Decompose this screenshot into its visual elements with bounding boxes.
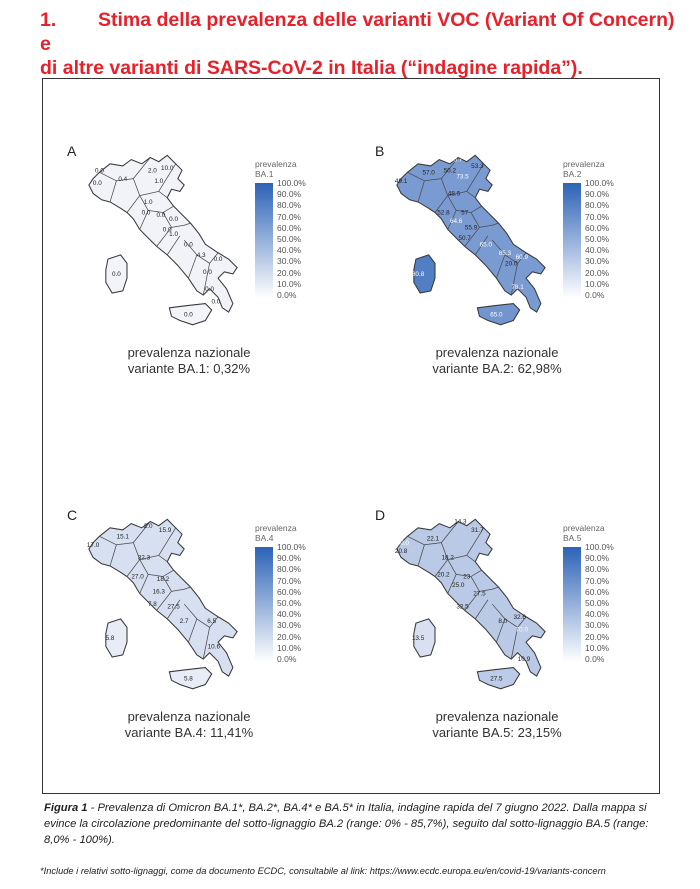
panel-letter: A xyxy=(67,143,77,159)
region-value-label: 0.0 xyxy=(203,268,212,276)
region-value-label: 0.0 xyxy=(141,209,151,217)
legend-title-line-1: prevalenza xyxy=(255,523,297,533)
region-value-label: 22.1 xyxy=(426,535,440,543)
national-prevalence-line-2: variante BA.2: 62,98% xyxy=(432,361,562,376)
region-value-label: 14.3 xyxy=(454,518,467,526)
region-value-label: 0.0 xyxy=(169,216,179,223)
map-panel-b xyxy=(373,143,673,387)
region-value-label: 80.8 xyxy=(411,271,425,279)
legend-title xyxy=(563,159,605,179)
legend-title-line-1: prevalenza xyxy=(563,523,605,533)
italy-map xyxy=(73,149,253,329)
legend-tick-label: 100.0% xyxy=(585,178,614,188)
legend-title xyxy=(255,523,297,543)
legend-tick-label: 20.0% xyxy=(277,267,302,278)
region-value-label: 25.0 xyxy=(452,582,465,590)
italy-map xyxy=(73,513,253,693)
national-prevalence-line-2: variante BA.1: 0,32% xyxy=(127,361,251,376)
legend-color-bar xyxy=(255,547,273,662)
region-value-label: 50.7 xyxy=(458,235,471,243)
legend-tick-label: 10.0% xyxy=(585,642,610,653)
italy-map xyxy=(381,149,561,329)
region-value-label: 7.8 xyxy=(147,601,157,609)
region-value-label: 0.0 xyxy=(183,311,193,319)
legend-title-line-1: prevalenza xyxy=(255,159,297,169)
panel-letter: C xyxy=(67,507,78,523)
region-value-label: 2.0 xyxy=(143,522,153,530)
legend-title xyxy=(563,523,605,543)
legend-color-bar xyxy=(563,547,581,662)
section-title xyxy=(40,8,680,80)
caption-text: - Prevalenza di Omicron BA.1*, BA.2*, BA.4* e BA.5* in Italia, indagine rapida del 7 giugno 2022. Dalla mappa si evince la circolazione predominante del sotto-lignaggio BA.2 (range: 0% - 85,7%), seguito dal sotto-lignaggio BA.5 (range: 8,0% - 100%). xyxy=(44,802,649,846)
national-prevalence xyxy=(99,345,279,377)
legend-tick-label: 80.0% xyxy=(277,200,302,211)
legend-tick-label: 30.0% xyxy=(277,620,302,631)
legend-title xyxy=(255,159,297,179)
legend-tick-label: 70.0% xyxy=(277,211,302,222)
legend-tick-label: 30.0% xyxy=(585,256,610,267)
region-value-label: 0.0 xyxy=(92,180,102,187)
legend-tick-label: 0.0% xyxy=(277,654,297,664)
footnote: *Include i relativi sotto-lignaggi, come da documento ECDC, consultabile al link: https://www.ecdc.europa.eu/en/covid-19/variants-concern xyxy=(40,866,606,876)
panel-letter: D xyxy=(375,507,386,523)
region-value-label: 20.2 xyxy=(437,571,450,579)
region-value-label: 16.3 xyxy=(152,588,165,596)
region-value-label: 1.0 xyxy=(143,199,153,207)
legend-color-bar xyxy=(255,183,273,298)
legend-title-line-2: BA.4 xyxy=(255,533,274,543)
legend-tick-label: 30.0% xyxy=(277,256,302,267)
caption-label: Figura 1 xyxy=(44,802,88,814)
national-prevalence-line-1: prevalenza nazionale xyxy=(435,345,559,360)
legend-tick-label: 100.0% xyxy=(277,178,306,188)
region-value-label: 0.0 xyxy=(95,167,104,175)
figure-frame xyxy=(42,78,660,794)
region-value-label: 5.8 xyxy=(105,635,115,643)
region-value-label: 52.8 xyxy=(437,209,450,217)
region-value-label: 57.0 xyxy=(422,169,435,177)
section-title-line-1: Stima della prevalenza delle varianti VOC (Variant Of Concern) e xyxy=(40,9,675,55)
region-value-label: 85.7 xyxy=(449,156,463,164)
legend-tick-label: 50.0% xyxy=(277,598,302,608)
legend-color-bar xyxy=(563,183,581,298)
region-value-label: 10.0 xyxy=(161,165,174,173)
legend-tick-label: 40.0% xyxy=(585,245,610,256)
region-value-label: 10.6 xyxy=(207,643,221,651)
region-value-label: 27.5 xyxy=(490,675,503,683)
region-value-label: 2.0 xyxy=(147,167,157,175)
legend-tick-label: 90.0% xyxy=(585,553,610,564)
legend-tick-label: 90.0% xyxy=(585,189,610,200)
region-value-label: 0.0 xyxy=(183,241,193,249)
region-value-label: 15.1 xyxy=(116,533,129,541)
legend-tick-label: 80.0% xyxy=(585,200,610,211)
region-value-label: 8.0 xyxy=(498,618,508,626)
legend-tick-label: 10.0% xyxy=(277,278,302,289)
region-value-label: 18.2 xyxy=(441,554,454,562)
legend-tick-label: 80.0% xyxy=(585,564,610,575)
region-value-label: 1.0 xyxy=(154,177,164,185)
region-value-label: 60.9 xyxy=(515,254,529,262)
national-prevalence-line-2: variante BA.5: 23,15% xyxy=(432,725,562,740)
legend-tick-label: 60.0% xyxy=(585,222,610,233)
section-number: 1. xyxy=(40,9,57,31)
legend-tick-label: 50.0% xyxy=(585,234,610,244)
region-value-label: 4.3 xyxy=(196,252,206,259)
legend-tick-label: 60.0% xyxy=(277,222,302,233)
region-value-label: 70.0 xyxy=(515,626,529,634)
region-value-label: 13.5 xyxy=(411,635,425,643)
region-value-label: 65.0 xyxy=(490,311,503,319)
legend-tick-label: 90.0% xyxy=(277,189,302,200)
legend-tick-label: 10.0% xyxy=(277,642,302,653)
national-prevalence xyxy=(407,345,587,377)
legend-tick-label: 70.0% xyxy=(585,211,610,222)
legend-tick-label: 30.0% xyxy=(585,620,610,631)
legend-tick-label: 0.0% xyxy=(585,290,605,300)
legend-tick-label: 50.0% xyxy=(585,598,610,608)
region-value-label: 53.3 xyxy=(471,163,484,171)
national-prevalence-line-1: prevalenza nazionale xyxy=(127,709,251,724)
legend-tick-label: 40.0% xyxy=(585,609,610,620)
map-panel-c xyxy=(65,507,365,751)
legend-tick-label: 40.0% xyxy=(277,609,302,620)
legend-tick-label: 80.0% xyxy=(277,564,302,575)
region-value-label: 73.5 xyxy=(456,173,469,181)
region-value-label: 10.9 xyxy=(517,656,531,664)
region-value-label: 6.5 xyxy=(207,618,217,626)
national-prevalence xyxy=(407,709,587,741)
region-value-label: 78.1 xyxy=(511,283,524,291)
legend-tick-label: 20.0% xyxy=(585,631,610,642)
region-value-label: 32.5 xyxy=(456,603,469,611)
legend-tick-label: 40.0% xyxy=(277,245,302,256)
map-panel-a xyxy=(65,143,365,387)
region-value-label: 20.8 xyxy=(394,548,408,556)
panel-letter: B xyxy=(375,143,385,159)
region-value-label: 100.0 xyxy=(393,539,410,547)
region-value-label: 20.0 xyxy=(505,260,518,268)
national-prevalence-line-2: variante BA.4: 11,41% xyxy=(124,725,254,740)
legend-title-line-2: BA.2 xyxy=(563,169,582,179)
region-value-label: 0.0 xyxy=(213,256,223,264)
figure-caption xyxy=(44,800,656,848)
legend-title-line-1: prevalenza xyxy=(563,159,605,169)
italy-map xyxy=(381,513,561,693)
region-value-label: 18.2 xyxy=(156,575,170,583)
legend-tick-label: 20.0% xyxy=(277,631,302,642)
region-value-label: 85.3 xyxy=(498,249,512,257)
region-value-label: 55.9 xyxy=(464,224,478,232)
region-value-label: 27.0 xyxy=(131,573,144,581)
region-value-label: 23 xyxy=(463,573,471,581)
legend-tick-label: 70.0% xyxy=(277,575,302,586)
legend-tick-label: 100.0% xyxy=(277,542,306,552)
region-value-label: 0.0 xyxy=(205,285,215,293)
region-value-label: 31.7 xyxy=(471,527,484,535)
legend-tick-label: 70.0% xyxy=(585,575,610,586)
region-value-label: 5.8 xyxy=(183,675,193,683)
legend-title-line-2: BA.5 xyxy=(563,533,582,543)
legend-title-line-2: BA.1 xyxy=(255,169,274,179)
region-value-label: 17.0 xyxy=(86,541,100,549)
legend-tick-label: 50.0% xyxy=(277,234,302,244)
region-value-label: 32.6 xyxy=(513,613,526,621)
region-value-label: 50.2 xyxy=(443,167,457,175)
region-value-label: 65.0 xyxy=(479,241,493,249)
legend-tick-label: 60.0% xyxy=(277,586,302,597)
region-value-label: 15.9 xyxy=(158,527,172,535)
region-value-label: 2.7 xyxy=(179,618,189,626)
legend-tick-label: 10.0% xyxy=(585,278,610,289)
region-value-label: 0.0 xyxy=(156,211,166,219)
region-value-label: 27.5 xyxy=(473,590,486,598)
region-value-label: 1.0 xyxy=(169,230,179,238)
legend-tick-label: 0.0% xyxy=(585,654,605,664)
legend-tick-label: 0.0% xyxy=(277,290,297,300)
section-title-line-2: di altre varianti di SARS-CoV-2 in Italia (“indagine rapida”). xyxy=(40,57,583,79)
region-value-label: 0.0 xyxy=(111,271,121,279)
legend-tick-label: 20.0% xyxy=(585,267,610,278)
legend-tick-label: 90.0% xyxy=(277,553,302,564)
region-value-label: 49.1 xyxy=(394,177,408,185)
region-value-label: 0.4 xyxy=(118,175,128,183)
national-prevalence xyxy=(99,709,279,741)
region-value-label: 32.3 xyxy=(137,554,151,562)
legend-tick-label: 60.0% xyxy=(585,586,610,597)
region-value-label: 64.6 xyxy=(449,218,463,226)
national-prevalence-line-1: prevalenza nazionale xyxy=(435,709,559,724)
region-value-label: 57 xyxy=(461,209,469,217)
legend-tick-label: 100.0% xyxy=(585,542,614,552)
national-prevalence-line-1: prevalenza nazionale xyxy=(127,345,251,360)
map-panel-d xyxy=(373,507,673,751)
region-value-label: 0.0 xyxy=(162,226,172,234)
region-value-label: 48.5 xyxy=(447,190,461,198)
region-value-label: 0.0 xyxy=(211,298,221,306)
region-value-label: 27.5 xyxy=(167,603,180,611)
